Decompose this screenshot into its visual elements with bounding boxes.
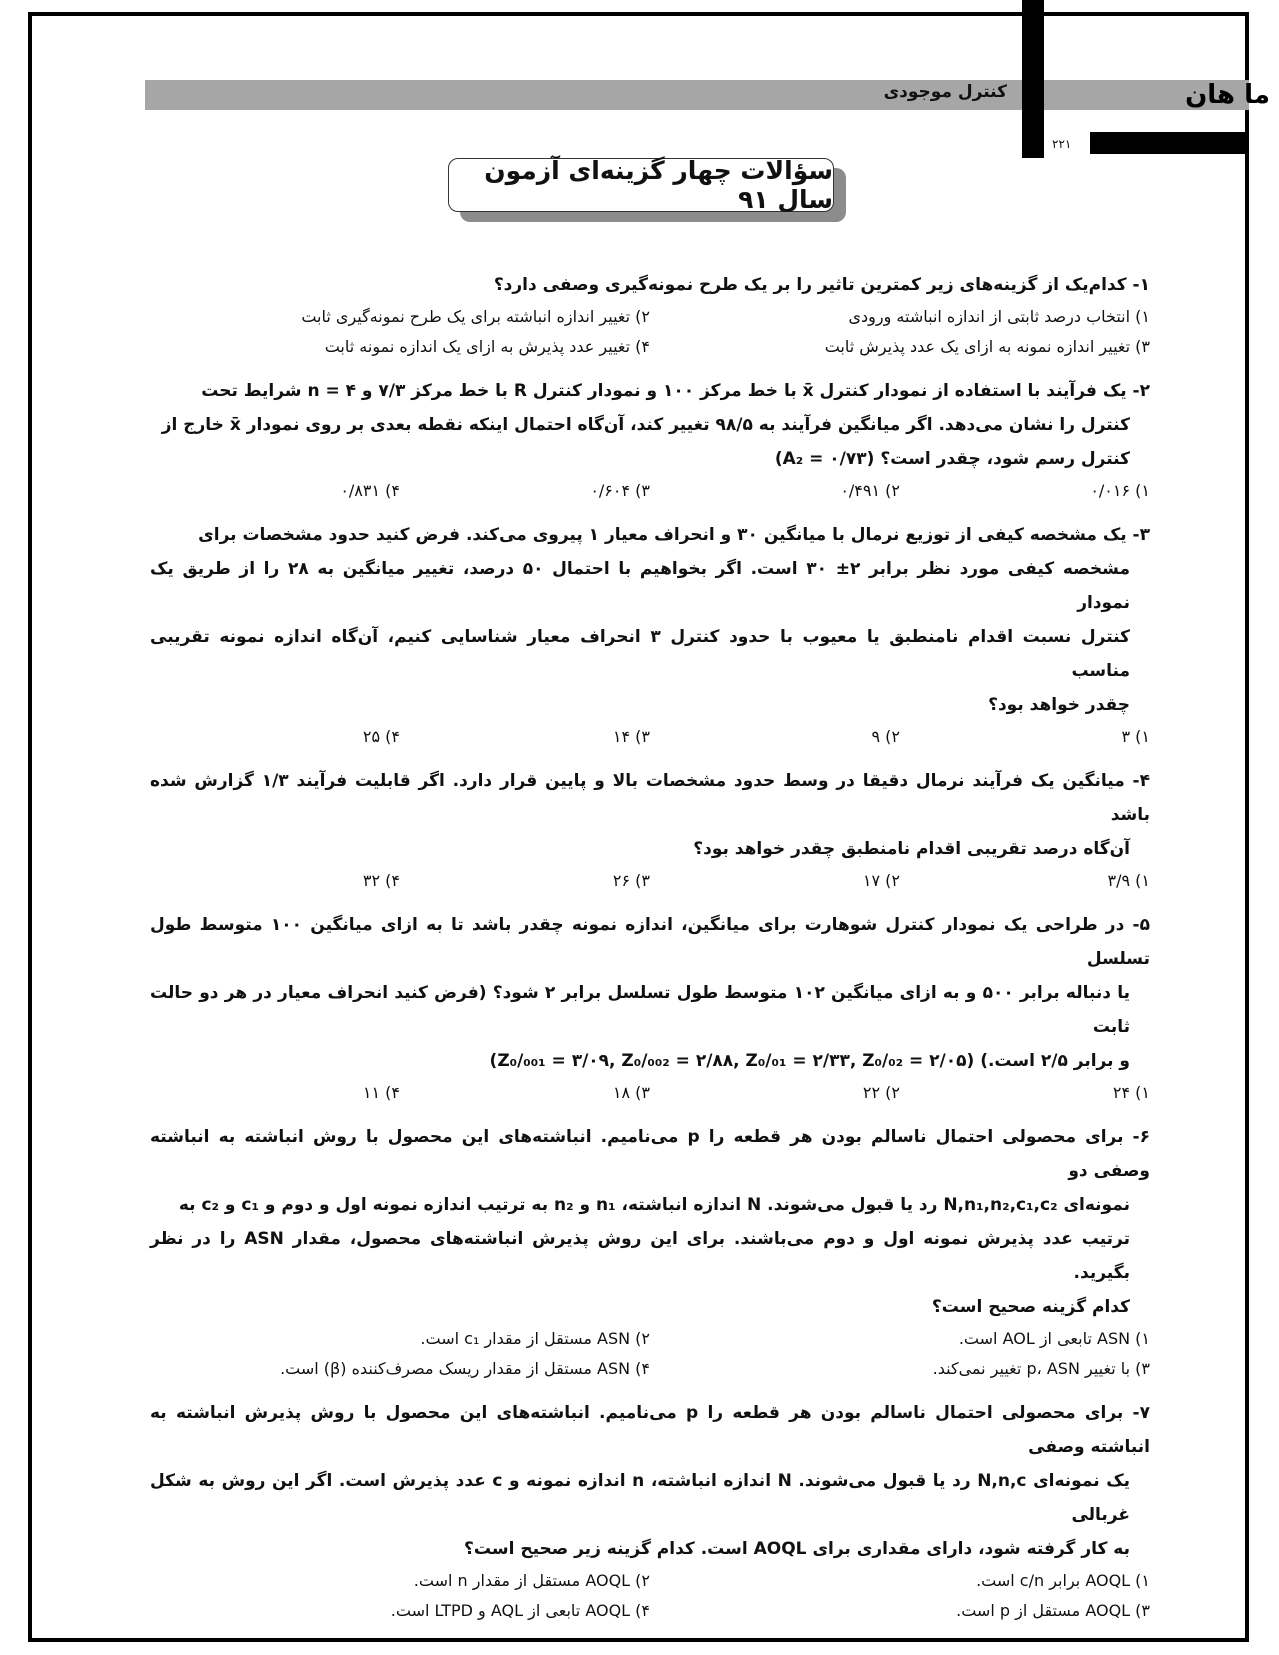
option: ۳) ۱۴ [612,727,650,746]
question-line: نمونه‌ای N,n₁,n₂,c₁,c₂ رد یا قبول می‌شوند. N اندازه انباشته، n₁ و n₂ به ترتیب اندازه نمونه اول و دوم و c₁ و c₂ به [178,1195,1130,1215]
question-stem [150,764,1150,866]
question-stem [150,518,1150,722]
option: ۳) با تغییر p، ASN تغییر نمی‌کند. [932,1359,1150,1378]
question-7 [150,1396,1150,1626]
option: ۲) ۲۲ [862,1083,900,1102]
question-stem [150,268,1150,302]
question-line: مشخصه کیفی مورد نظر برابر ۲± ۳۰ است. اگر بخواهیم با احتمال ۵۰ درصد، تغییر میانگین به ۲۸ را از طریق یک نمودار [150,559,1130,613]
option: ۱) ASN تابعی از AOL است. [958,1329,1150,1348]
question-line: ۵- در طراحی یک نمودار کنترل شوهارت برای میانگین، اندازه نمونه چقدر باشد تا به ازای میانگین ۱۰۰ متوسط طول تسلسل [150,915,1150,969]
option: ۲) AOQL مستقل از مقدار n است. [413,1571,650,1590]
question-line: کنترل نسبت اقدام نامنطبق یا معیوب با حدود کنترل ۳ انحراف معیار شناسایی کنیم، آن‌گاه اندازه نمونه تقریبی مناسب [150,627,1130,681]
option: ۴) ۱۱ [362,1083,400,1102]
questions-list [150,268,1150,1638]
question-2 [150,374,1150,506]
option: ۲) تغییر اندازه انباشته برای یک طرح نمونه‌گیری ثابت [301,307,650,326]
section-title-box [448,158,846,222]
option: ۴) ۲۵ [362,727,400,746]
question-line: کنترل را نشان می‌دهد. اگر میانگین فرآیند به ۹۸/۵ تغییر کند، آن‌گاه احتمال اینکه نقطه بعدی بر روی نمودار x̄ خارج از [161,415,1130,435]
option: ۱) AOQL برابر c/n است. [976,1571,1150,1590]
options [150,1324,1150,1384]
header-divider [1022,0,1044,158]
option: ۴) تغییر عدد پذیرش به ازای یک اندازه نمونه ثابت [324,337,650,356]
chapter-title: کنترل موجودی [883,82,1007,102]
question-line: و برابر ۲/۵ است.) (Z₀/₀₀₁ = ۳/۰۹, Z₀/₀₀₂ = ۲/۸۸, Z₀/₀₁ = ۲/۳۳, Z₀/₀₂ = ۲/۰۵) [489,1051,1130,1071]
option: ۴) ۰/۸۳۱ [340,481,400,500]
question-4 [150,764,1150,896]
question-1 [150,268,1150,362]
question-line: ۷- برای محصولی احتمال ناسالم بودن هر قطعه را p می‌نامیم. انباشته‌های این محصول با روش پذیرش انباشته به انباشته وصفی [150,1403,1150,1457]
publisher-logo [1170,80,1270,112]
option: ۱) انتخاب درصد ثابتی از اندازه انباشته ورودی [848,307,1150,326]
question-line: کنترل رسم شود، چقدر است؟ (A₂ = ۰/۷۳) [774,449,1130,469]
options [150,866,1150,896]
option: ۱) ۳ [1121,727,1150,746]
option: ۲) ASN مستقل از مقدار c₁ است. [420,1329,650,1348]
section-title: سؤالات چهار گزینه‌ای آزمون سال ۹۱ [448,158,834,212]
question-line: یا دنباله برابر ۵۰۰ و به ازای میانگین ۱۰۲ متوسط طول تسلسل برابر ۲ شود؟ (فرض کنید انحراف معیار در هر دو حالت ثابت [150,983,1130,1037]
question-line: یک نمونه‌ای N,n,c رد یا قبول می‌شوند. N اندازه انباشته، n اندازه نمونه و c عدد پذیرش است. اگر این روش به شکل غربالی [150,1471,1130,1525]
question-line: ۴- میانگین یک فرآیند نرمال دقیقا در وسط حدود مشخصات بالا و پایین قرار دارد. اگر قابلیت فرآیند ۱/۳ گزارش شده باشد [150,771,1150,825]
option: ۱) ۳/۹ [1107,871,1150,890]
question-stem [150,1120,1150,1324]
option: ۳) ۱۸ [612,1083,650,1102]
options [150,1566,1150,1626]
option: ۱) ۲۴ [1112,1083,1150,1102]
options [150,1078,1150,1108]
option: ۲) ۹ [871,727,900,746]
options [150,302,1150,362]
option: ۱) ۰/۰۱۶ [1090,481,1150,500]
question-stem [150,1396,1150,1566]
question-stem [150,908,1150,1078]
header-bar [145,80,1249,110]
question-line: ۶- برای محصولی احتمال ناسالم بودن هر قطعه را p می‌نامیم. انباشته‌های این محصول با روش انباشته به انباشته وصفی دو [150,1127,1151,1181]
option: ۳) تغییر اندازه نمونه به ازای یک عدد پذیرش ثابت [824,337,1150,356]
question-line: ۲- یک فرآیند با استفاده از نمودار کنترل x̄ با خط مرکز ۱۰۰ و نمودار کنترل R با خط مرکز ۷/۳ و n = ۴ شرایط تحت [201,381,1150,401]
options [150,476,1150,506]
question-line: ۳- یک مشخصه کیفی از توزیع نرمال با میانگین ۳۰ و انحراف معیار ۱ پیروی می‌کند. فرض کنید حدود مشخصات برای [198,525,1150,545]
option: ۳) AOQL مستقل از p است. [956,1601,1150,1620]
option: ۴) ASN مستقل از مقدار ریسک مصرف‌کننده (β) است. [280,1359,650,1378]
question-6 [150,1120,1150,1384]
question-3 [150,518,1150,752]
option: ۲) ۰/۴۹۱ [840,481,900,500]
option: ۲) ۱۷ [862,871,900,890]
question-line: ۱- کدام‌یک از گزینه‌های زیر کمترین تاثیر را بر یک طرح نمونه‌گیری وصفی دارد؟ [493,275,1150,295]
option: ۴) ۳۲ [362,871,400,890]
options [150,722,1150,752]
question-line: به کار گرفته شود، دارای مقداری برای AOQL است. کدام گزینه زیر صحیح است؟ [464,1539,1130,1559]
question-line: ترتیب عدد پذیرش نمونه اول و دوم می‌باشند. برای این روش پذیرش انباشته‌های محصول، مقدار ASN را در نظر بگیرید. [150,1229,1130,1283]
question-line: آن‌گاه درصد تقریبی اقدام نامنطبق چقدر خواهد بود؟ [693,839,1130,859]
page-number: ۲۲۱ [1052,137,1072,151]
logo-text: ما هان [1185,80,1270,110]
option: ۳) ۰/۶۰۴ [590,481,650,500]
question-stem [150,374,1150,476]
question-line: کدام گزینه صحیح است؟ [931,1297,1130,1317]
question-line: چقدر خواهد بود؟ [988,695,1130,715]
option: ۴) AOQL تابعی از AQL و LTPD است. [390,1601,650,1620]
question-5 [150,908,1150,1108]
page-number-bar [1090,132,1248,154]
option: ۳) ۲۶ [612,871,650,890]
